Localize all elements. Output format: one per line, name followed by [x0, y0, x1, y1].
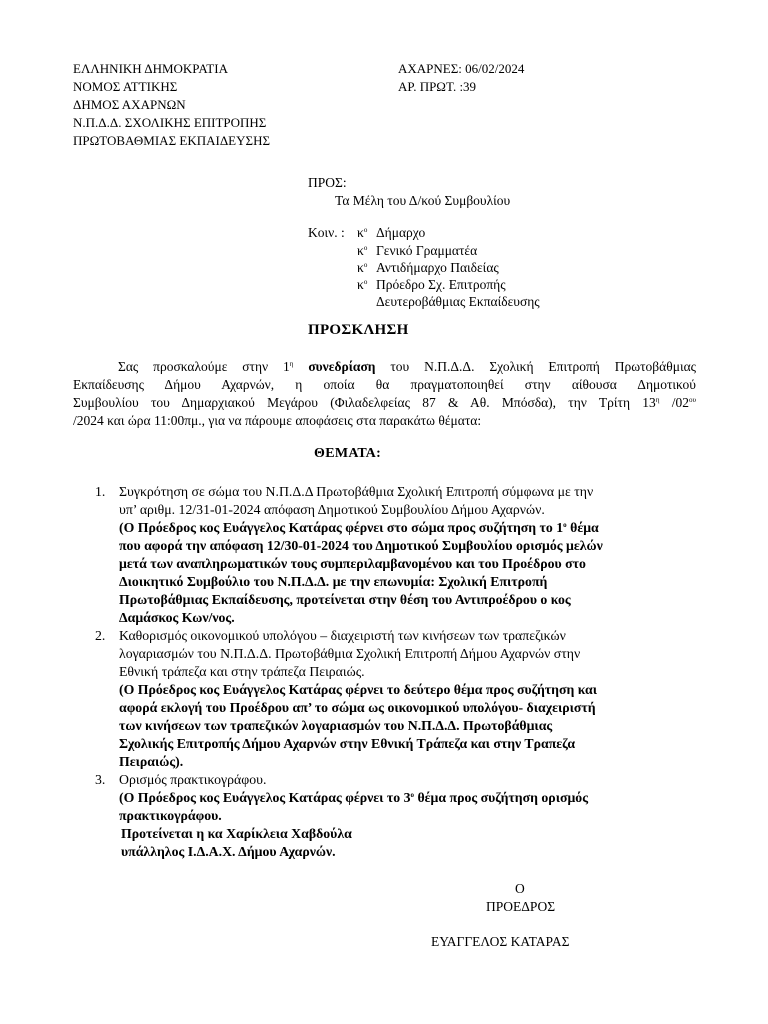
cc-prefix-sup: ο: [363, 261, 368, 269]
intro-text: /02: [659, 395, 690, 410]
item-number: 3.: [95, 772, 106, 787]
cc-prefix: κ: [357, 243, 364, 258]
signature-article: Ο: [515, 881, 525, 896]
cc-label: Κοιν. :: [308, 225, 345, 240]
signature-name: ΕΥΑΓΓΕΛΟΣ ΚΑΤΑΡΑΣ: [431, 934, 570, 949]
item-text: Εθνική τράπεζα και στην τράπεζα Πειραιώς.: [119, 664, 365, 679]
document-title: ΠΡΟΣΚΛΗΣΗ: [308, 322, 409, 338]
intro-text: Σας προσκαλούμε στην 1: [118, 359, 290, 374]
issuer-line: ΝΟΜΟΣ ΑΤΤΙΚΗΣ: [73, 79, 178, 94]
intro-session-bold: συνεδρίαση: [293, 359, 376, 374]
ordinal-sup: ο: [563, 521, 567, 529]
issuer-line: ΠΡΩΤΟΒΑΘΜΙΑΣ ΕΚΠΑΙΔΕΥΣΗΣ: [73, 133, 271, 148]
item-text: Συγκρότηση σε σώμα του Ν.Π.Δ.Δ Πρωτοβάθμια Σχολική Επιτροπή σύμφωνα με την: [119, 484, 594, 499]
item-note: [119, 789, 588, 807]
cc-prefix: κ: [357, 225, 364, 240]
note-text: θέμα: [566, 520, 599, 535]
cc-prefix: κ: [357, 277, 364, 292]
item-note: υπάλληλος Ι.Δ.Α.Χ. Δήμου Αχαρνών.: [121, 844, 336, 859]
issuer-line: ΕΛΛΗΝΙΚΗ ΔΗΜΟΚΡΑΤΙΑ: [73, 61, 228, 76]
item-note: αφορά εκλογή του Προέδρου απ’ το σώμα ως οικονομικού υπολόγου- διαχειριστή: [119, 700, 596, 715]
ordinal-sup: η: [289, 360, 294, 368]
item-text: Καθορισμός οικονομικού υπολόγου – διαχειριστή των κινήσεων των τραπεζικών: [119, 628, 566, 643]
item-number: 2.: [95, 628, 106, 643]
cc-item: [357, 224, 367, 242]
ordinal-sup: ου: [689, 396, 696, 404]
item-note: των κινήσεων των τραπεζικών λογαριασμών του Ν.Π.Δ.Δ. Πρωτοβάθμιας: [119, 718, 553, 733]
item-text: υπ’ αριθμ. 12/31-01-2024 απόφαση Δημοτικού Συμβουλίου Δήμου Αχαρνών.: [119, 502, 545, 517]
item-note: Προτείνεται η κα Χαρίκλεια Χαβδούλα: [121, 826, 352, 841]
issuer-line: Ν.Π.Δ.Δ. ΣΧΟΛΙΚΗΣ ΕΠΙΤΡΟΠΗΣ: [73, 115, 267, 130]
cc-item-text: Γενικό Γραμματέα: [376, 243, 478, 258]
note-text: (Ο Πρόεδρος κος Ευάγγελος Κατάρας φέρνει το 3: [119, 790, 411, 805]
intro-text: Συμβουλίου του Δημαρχιακού Μεγάρου (Φιλαδελφείας 87 & Αθ. Μπόσδα), την Τρίτη 13: [73, 395, 656, 410]
item-note: Σχολικής Επιτροπής Δήμου Αχαρνών στην Εθνική Τράπεζα και στην Τραπεζα: [119, 736, 576, 751]
ordinal-sup: ο: [410, 791, 414, 799]
item-note: που αφορά την απόφαση 12/30-01-2024 του Δημοτικού Συμβουλίου ορισμός μελών: [119, 538, 603, 553]
to-label: ΠΡΟΣ:: [308, 175, 347, 190]
note-text: (Ο Πρόεδρος κος Ευάγγελος Κατάρας φέρνει στο σώμα προς συζήτηση το 1: [119, 520, 564, 535]
item-text: Ορισμός πρακτικογράφου.: [119, 772, 267, 787]
intro-line-4: /2024 και ώρα 11:00πμ., για να πάρουμε αποφάσεις στα παρακάτω θέματα:: [73, 413, 482, 428]
ordinal-sup: η: [655, 396, 660, 404]
item-note: [119, 519, 599, 537]
note-text: θέμα προς συζήτηση ορισμός: [414, 790, 589, 805]
intro-line-3: [73, 394, 696, 412]
item-note: Πρωτοβάθμιας Εκπαίδευσης, προτείνεται στην θέση του Αντιπροέδρου ο κος: [119, 592, 571, 607]
item-number: 1.: [95, 484, 106, 499]
cc-prefix-sup: ο: [363, 226, 368, 234]
signature-role: ΠΡΟΕΔΡΟΣ: [486, 899, 556, 914]
item-note: Δαμάσκος Κων/νος.: [119, 610, 235, 625]
cc-item-text: Πρόεδρο Σχ. Επιτροπής: [376, 277, 506, 292]
cc-item-text: Αντιδήμαρχο Παιδείας: [376, 260, 499, 275]
item-note: μετά των αναπληρωματικών τους συμπεριλαμβανομένου και του Προέδρου στο: [119, 556, 586, 571]
cc-item: [357, 242, 367, 260]
cc-item: [357, 276, 367, 294]
intro-line-2: Εκπαίδευσης Δήμου Αχαρνών, η οποία θα πραγματοποιηθεί στην αίθουσα Δημοτικού: [73, 377, 696, 392]
cc-item-continuation: Δευτεροβάθμιας Εκπαίδευσης: [376, 294, 540, 309]
cc-item-text: Δήμαρχο: [376, 225, 426, 240]
cc-prefix: κ: [357, 260, 364, 275]
to-value: Τα Μέλη του Δ/κού Συμβουλίου: [335, 193, 511, 208]
item-text: λογαριασμών του Ν.Π.Δ.Δ. Πρωτοβάθμια Σχολική Επιτροπή Δήμου Αχαρνών στην: [119, 646, 581, 661]
cc-prefix-sup: ο: [363, 278, 368, 286]
item-note: Διοικητικό Συμβούλιο του Ν.Π.Δ.Δ. με την επωνυμία: Σχολική Επιτροπή: [119, 574, 548, 589]
intro-text: του Ν.Π.Δ.Δ. Σχολική Επιτροπή Πρωτοβάθμιας: [375, 359, 696, 374]
issuer-line: ΔΗΜΟΣ ΑΧΑΡΝΩΝ: [73, 97, 186, 112]
item-note: πρακτικογράφου.: [119, 808, 222, 823]
place-date: ΑΧΑΡΝΕΣ: 06/02/2024: [398, 61, 525, 76]
cc-item: [357, 259, 367, 277]
item-note: Πειραιώς).: [119, 754, 184, 769]
intro-line-1: [118, 358, 696, 376]
protocol-number: ΑΡ. ΠΡΩΤ. :39: [398, 79, 477, 94]
item-note: (Ο Πρόεδρος κος Ευάγγελος Κατάρας φέρνει το δεύτερο θέμα προς συζήτηση και: [119, 682, 598, 697]
cc-prefix-sup: ο: [363, 244, 368, 252]
subjects-title: ΘΕΜΑΤΑ:: [314, 446, 382, 461]
